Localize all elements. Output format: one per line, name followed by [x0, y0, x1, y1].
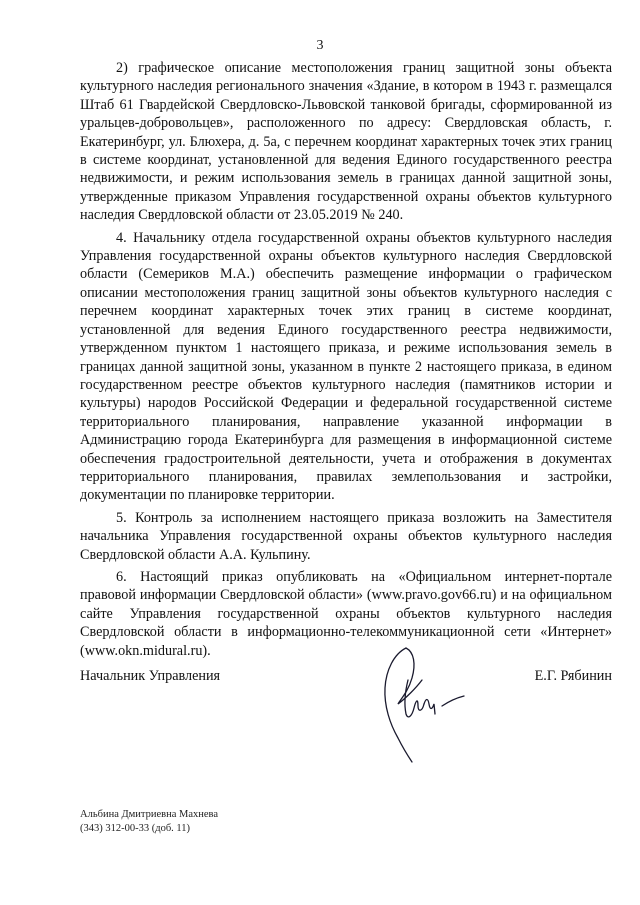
contact-name: Альбина Дмитриевна Махнева — [80, 809, 219, 820]
page-number: 3 — [316, 38, 324, 53]
contact-info — [80, 808, 218, 836]
paragraph-item-6: 6. Настоящий приказ опубликовать на «Официальном интернет-портале правовой информации Свердловской области» (www.pravo.gov66.ru) и на официальном сайте Управления государственной охраны объектов культурного наследия Свердловской области в информационно-телекоммуникационной сети «Интернет» (www.okn.midural.ru). — [80, 568, 612, 659]
paragraph-item-5: 5. Контроль за исполнением настоящего приказа возложить на Заместителя начальника Управления государственной охраны объектов культурного наследия Свердловской области А.А. Кульпину. — [80, 509, 612, 563]
signatory-name: Е.Г. Рябинин — [534, 668, 612, 684]
contact-phone: (343) 312-00-33 (доб. 11) — [80, 823, 191, 834]
handwritten-signature — [372, 640, 472, 765]
document-body — [80, 59, 612, 660]
signatory-title: Начальник Управления — [80, 668, 221, 684]
signature-row — [80, 668, 612, 688]
paragraph-item-4: 4. Начальнику отдела государственной охраны объектов культурного наследия Управления государственной охраны объектов культурного наследия Свердловской области (Семериков М.А.) обеспечить размещение информации о графическом описании местоположения границ защитной зоны объектов культурного наследия с перечнем координат характерных точек этих границ в системе координат, установленной для ведения Единого государственного реестра недвижимости, утвержденном пунктом 1 настоящего приказа, и режиме использования земель в границах данной защитной зоны, указанном в пункте 2 настоящего приказа, в едином государственном реестре объектов культурного наследия (памятников истории и культуры) народов Российской Федерации и федеральной государственной системе территориального планирования, направление указанной информации в Администрацию города Екатеринбурга для размещения в информационной системе обеспечения градостроительной деятельности, учета и отображения в документах территориального планирования, правилах землепользования и застройки, документации по планировке территории. — [80, 229, 612, 504]
paragraph-item-2: 2) графическое описание местоположения границ защитной зоны объекта культурного наследия регионального значения «Здание, в котором в 1943 г. размещался Штаб 61 Гвардейской Свердловско-Львовской танковой бригады, сформированной из уральцев-добровольцев», расположенного по адресу: Свердловская область, г. Екатеринбург, ул. Блюхера, д. 5а, с перечнем координат характерных точек этих границ в системе координат, установленной для ведения Единого государственного реестра недвижимости, и режим использования земель в границах данной защитной зоны, утвержденные приказом Управления государственной охраны объектов культурного наследия Свердловской области от 23.05.2019 № 240. — [80, 60, 612, 224]
